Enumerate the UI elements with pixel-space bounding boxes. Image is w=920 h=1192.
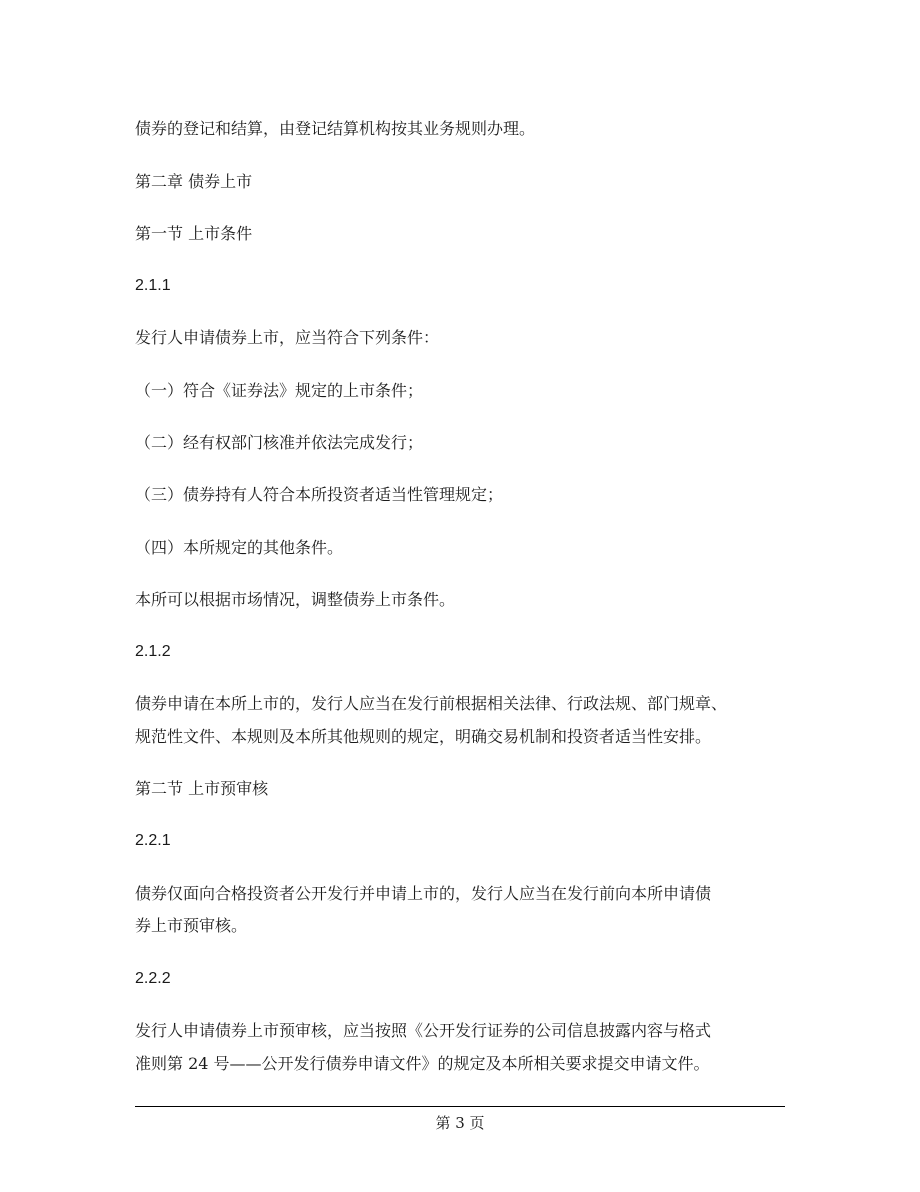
paragraph-application-documents-line-2: 准则第 24 号——公开发行债券申请文件》的规定及本所相关要求提交申请文件。 — [135, 1054, 710, 1073]
list-item-condition-2: （二）经有权部门核准并依法完成发行； — [135, 433, 424, 452]
paragraph-pre-review-line-1: 债券仅面向合格投资者公开发行并申请上市的，发行人应当在发行前向本所申请债 — [135, 884, 712, 903]
paragraph-trading-mechanism-line-1: 债券申请在本所上市的，发行人应当在发行前根据相关法律、行政法规、部门规章、 — [135, 694, 728, 713]
page-number: 第 3 页 — [435, 1114, 485, 1132]
article-number-2-2-2: 2.2.2 — [135, 970, 171, 987]
paragraph-registration-settlement: 债券的登记和结算，由登记结算机构按其业务规则办理。 — [135, 119, 536, 138]
section-heading-listing-conditions: 第一节 上市条件 — [135, 224, 253, 243]
footer-divider — [135, 1106, 785, 1107]
article-number-2-2-1: 2.2.1 — [135, 832, 171, 849]
paragraph-trading-mechanism-line-2: 规范性文件、本规则及本所其他规则的规定，明确交易机制和投资者适当性安排。 — [135, 727, 712, 746]
paragraph-application-documents-line-1: 发行人申请债券上市预审核，应当按照《公开发行证券的公司信息披露内容与格式 — [135, 1021, 712, 1040]
chapter-heading: 第二章 债券上市 — [135, 172, 253, 191]
list-item-condition-3: （三）债券持有人符合本所投资者适当性管理规定； — [135, 485, 504, 504]
list-item-condition-4: （四）本所规定的其他条件。 — [135, 538, 344, 557]
article-number-2-1-1: 2.1.1 — [135, 277, 171, 294]
list-item-condition-1: （一）符合《证券法》规定的上市条件； — [135, 381, 424, 400]
section-heading-pre-review: 第二节 上市预审核 — [135, 779, 269, 798]
article-number-2-1-2: 2.1.2 — [135, 643, 171, 660]
paragraph-adjust-conditions: 本所可以根据市场情况，调整债券上市条件。 — [135, 590, 456, 609]
paragraph-pre-review-line-2: 券上市预审核。 — [135, 916, 248, 935]
paragraph-listing-conditions-intro: 发行人申请债券上市，应当符合下列条件： — [135, 328, 440, 347]
